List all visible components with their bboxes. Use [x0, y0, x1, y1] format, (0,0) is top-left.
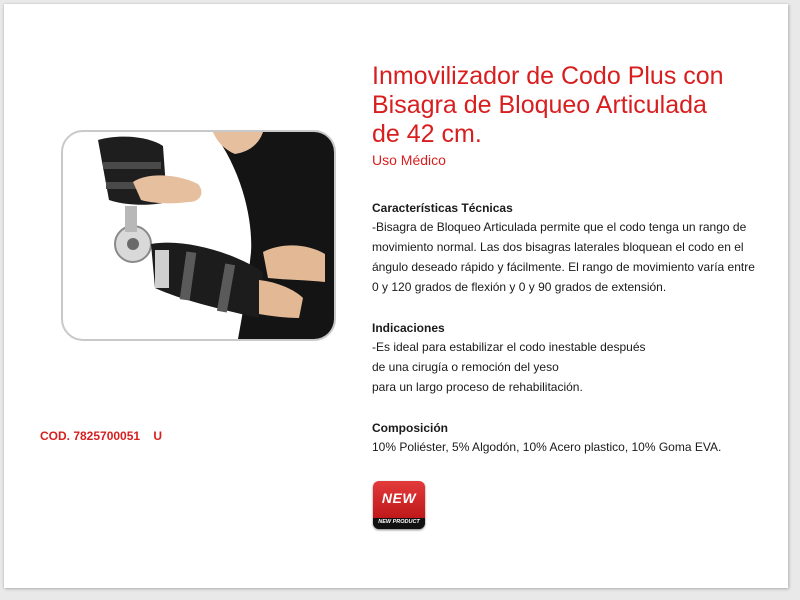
product-title-line: Inmovilizador de Codo Plus con: [372, 62, 724, 90]
forearm-hinge-bar: [155, 250, 169, 288]
product-photo: [61, 130, 336, 341]
caracteristicas-heading: Características Técnicas: [372, 201, 513, 215]
caracteristicas-line: -Bisagra de Bloqueo Articulada permite que el codo tenga un rango de: [372, 220, 747, 234]
product-title: [372, 62, 772, 149]
upper-strap: [103, 162, 161, 169]
badge-new-label: NEW: [381, 490, 417, 506]
product-subtitle: Uso Médico: [372, 152, 446, 168]
badge-strip: [373, 518, 425, 529]
elbow-brace-illustration: [63, 132, 334, 339]
product-code: COD. 7825700051 U: [40, 429, 163, 443]
caracteristicas-line: 0 y 120 grados de flexión y 0 y 90 grados de extensión.: [372, 280, 667, 294]
indicaciones-line: para un largo proceso de rehabilitación.: [372, 380, 583, 394]
badge-product-label: NEW PRODUCT: [378, 519, 420, 525]
composicion-line: 10% Poliéster, 5% Algodón, 10% Acero plastico, 10% Goma EVA.: [372, 440, 722, 454]
indicaciones-line: de una cirugía o remoción del yeso: [372, 360, 559, 374]
product-sheet: [4, 4, 788, 588]
holding-hand: [133, 175, 201, 203]
caracteristicas-line: ángulo deseado rápido y fácilmente. El rango de movimiento varía entre: [372, 260, 755, 274]
composicion-text: [372, 437, 772, 457]
product-title-line: de 42 cm.: [372, 120, 482, 148]
hinge-center: [127, 238, 139, 250]
indicaciones-line: -Es ideal para estabilizar el codo inestable después: [372, 340, 646, 354]
product-title-line: Bisagra de Bloqueo Articulada: [372, 91, 707, 119]
resting-hand: [263, 245, 325, 282]
caracteristicas-text: [372, 217, 772, 297]
indicaciones-text: [372, 337, 772, 397]
composicion-heading: Composición: [372, 421, 449, 435]
hinge-bar: [125, 206, 137, 232]
new-product-badge: [373, 481, 425, 529]
indicaciones-heading: Indicaciones: [372, 321, 445, 335]
caracteristicas-line: movimiento normal. Las dos bisagras laterales bloquean el codo en el: [372, 240, 744, 254]
